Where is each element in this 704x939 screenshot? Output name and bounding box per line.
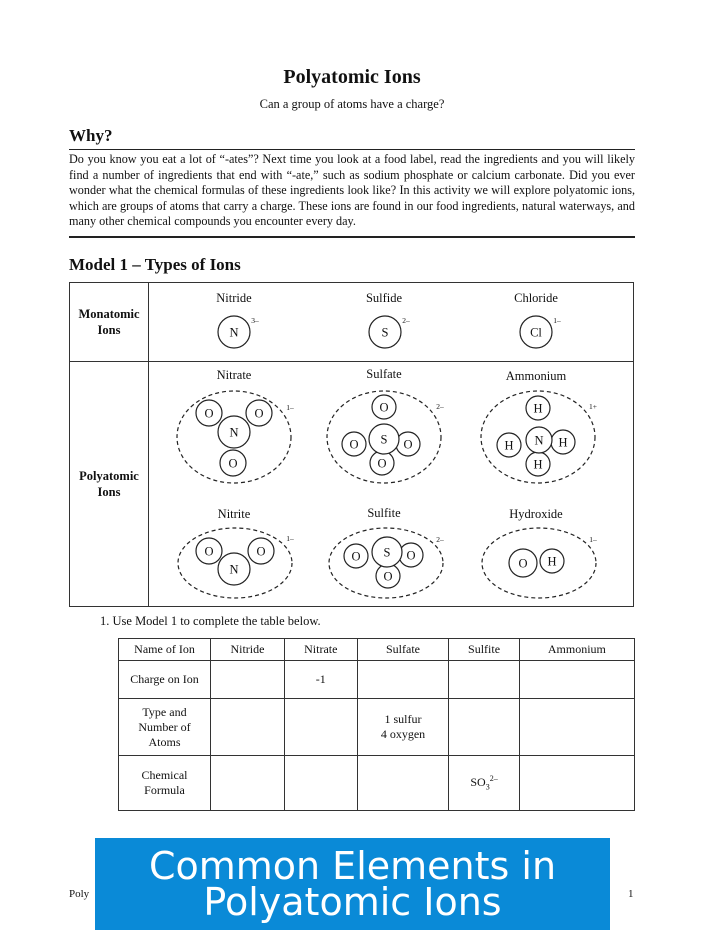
nitrite-diagram — [178, 528, 294, 598]
ion-name-nitrate: Nitrate — [216, 368, 252, 382]
banner-line: Common Elements in — [148, 844, 557, 888]
table-cell[interactable] — [449, 661, 519, 699]
table-cell[interactable] — [519, 661, 634, 699]
svg-text:O: O — [383, 569, 393, 584]
svg-text:H: H — [533, 401, 543, 416]
ion-name-sulfate: Sulfate — [366, 367, 402, 381]
svg-text:O: O — [403, 437, 413, 452]
svg-text:H: H — [504, 438, 514, 453]
table-header: Sulfite — [449, 639, 519, 661]
page-title: Polyatomic Ions — [283, 66, 421, 88]
sulfide-diagram — [369, 316, 410, 348]
sulfate-diagram — [327, 391, 444, 483]
row-label: Charge on Ion — [119, 661, 211, 699]
svg-text:1+: 1+ — [589, 402, 597, 411]
table-header: Nitride — [211, 639, 285, 661]
hydroxide-diagram — [482, 528, 597, 598]
svg-text:Cl: Cl — [530, 325, 542, 340]
table-cell[interactable] — [284, 699, 357, 756]
ion-name-nitrite: Nitrite — [217, 507, 251, 521]
table-cell[interactable] — [211, 699, 285, 756]
svg-text:O: O — [349, 437, 359, 452]
table-cell[interactable]: $SO_3^{2-}$ — [449, 756, 519, 811]
svg-text:O: O — [406, 548, 416, 563]
table-cell[interactable] — [284, 756, 357, 811]
svg-text:O: O — [351, 549, 361, 564]
svg-text:O: O — [256, 544, 266, 559]
page-number: 1 — [628, 888, 634, 900]
svg-text:O: O — [518, 556, 528, 571]
svg-text:S: S — [380, 432, 388, 447]
svg-text:O: O — [379, 400, 389, 415]
nitride-diagram — [218, 316, 259, 348]
table-header: Name of Ion — [119, 639, 211, 661]
table-cell[interactable] — [519, 699, 634, 756]
table-row — [119, 661, 635, 699]
polyatomic-label: Polyatomic Ions — [79, 469, 139, 499]
svg-text:2–: 2– — [436, 402, 444, 411]
monatomic-label: Monatomic Ions — [78, 307, 140, 337]
ion-name-chloride: Chloride — [514, 291, 558, 305]
chloride-diagram — [520, 316, 561, 348]
why-heading: Why? — [69, 126, 113, 145]
svg-text:H: H — [558, 435, 568, 450]
svg-text:1–: 1– — [286, 534, 294, 543]
ammonium-diagram — [481, 391, 597, 483]
table-cell[interactable]: 1 sulfur 4 oxygen — [357, 699, 449, 756]
ion-name-sulfide: Sulfide — [365, 291, 403, 305]
table-cell[interactable] — [357, 661, 449, 699]
table-header: Ammonium — [519, 639, 634, 661]
ion-table — [118, 638, 635, 811]
svg-text:O: O — [204, 406, 214, 421]
svg-text:1–: 1– — [286, 403, 294, 412]
svg-text:N: N — [534, 433, 544, 448]
svg-text:N: N — [229, 425, 239, 440]
svg-text:O: O — [377, 456, 387, 471]
ion-name-nitride: Nitride — [216, 291, 252, 305]
table-header-row — [119, 639, 635, 661]
ion-name-sulfite: Sulfite — [367, 506, 401, 520]
svg-text:O: O — [204, 544, 214, 559]
ion-name-ammonium: Ammonium — [505, 369, 567, 383]
table-header: Sulfate — [357, 639, 449, 661]
table-cell[interactable]: -1 — [284, 661, 357, 699]
svg-text:2–: 2– — [402, 316, 410, 325]
banner-line: Polyatomic Ions — [203, 880, 502, 924]
nitrate-diagram — [177, 391, 294, 483]
row-label: Chemical Formula — [119, 756, 211, 811]
footer-title: Poly — [69, 888, 90, 900]
table-row — [119, 756, 635, 811]
table-row — [119, 699, 635, 756]
row-label: Type and Number of Atoms — [119, 699, 211, 756]
question-1: 1. Use Model 1 to complete the table below. — [100, 614, 321, 628]
svg-text:1–: 1– — [589, 535, 597, 544]
svg-text:1–: 1– — [553, 316, 561, 325]
svg-text:N: N — [229, 325, 239, 340]
why-paragraph: Do you know you eat a lot of “-ates”? Next time you look at a food label, read the ingredients and you will likely find a number of ingredients that end with “-ate,” such as sodium phosphate or calcium carbonate. Did you ever wonder what the chemical formulas of these ingredients look like? In this activity we will explore polyatomic ions, which are groups of atoms that carry a charge. These ions are found in our food ingredients, natural waterways, and many other chemical compounds you encounter every day. — [69, 152, 635, 228]
page-subtitle: Can a group of atoms have a charge? — [259, 97, 445, 111]
svg-text:O: O — [228, 456, 238, 471]
svg-text:S: S — [383, 545, 391, 560]
model-title: Model 1 – Types of Ions — [69, 255, 241, 274]
svg-text:O: O — [254, 406, 264, 421]
table-cell[interactable] — [449, 699, 519, 756]
table-cell[interactable] — [519, 756, 634, 811]
svg-text:H: H — [533, 457, 543, 472]
title-banner — [95, 838, 610, 930]
ion-name-hydroxide: Hydroxide — [509, 507, 563, 521]
svg-text:3–: 3– — [251, 316, 259, 325]
svg-text:N: N — [229, 562, 239, 577]
table-header: Nitrate — [284, 639, 357, 661]
table-cell[interactable] — [211, 661, 285, 699]
sulfite-diagram — [329, 528, 444, 598]
svg-text:H: H — [547, 554, 557, 569]
table-cell[interactable] — [357, 756, 449, 811]
svg-text:S: S — [381, 325, 389, 340]
table-cell[interactable] — [211, 756, 285, 811]
svg-text:2–: 2– — [436, 535, 444, 544]
